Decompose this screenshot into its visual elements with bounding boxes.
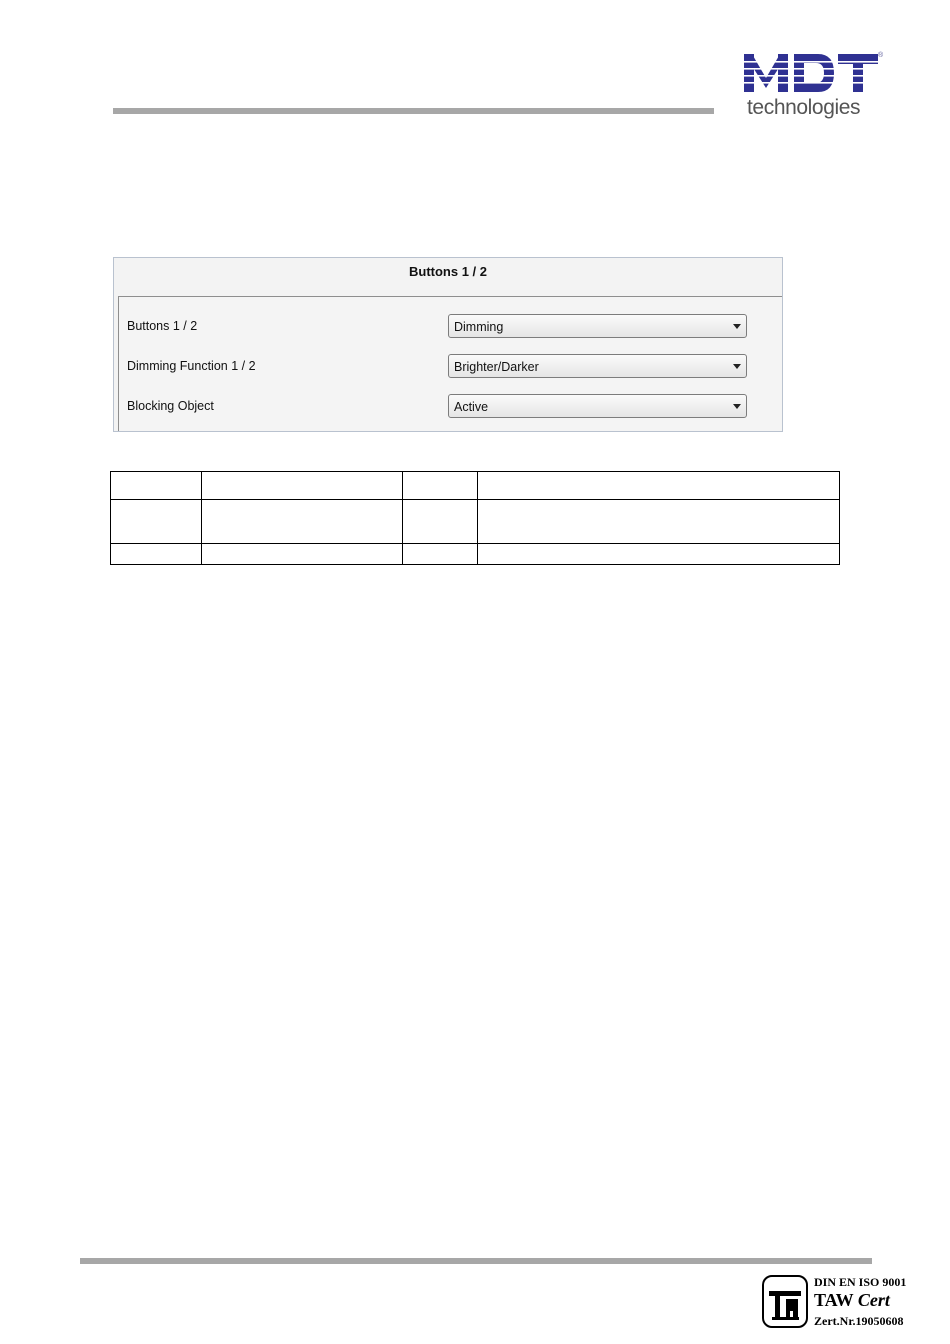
dimming-function-value: Brighter/Darker	[454, 360, 539, 374]
blocking-object-value: Active	[454, 400, 489, 414]
certification-badge	[762, 1275, 942, 1330]
param-row-blocking-object	[119, 394, 782, 418]
param-label-dimming-function: Dimming Function 1 / 2	[127, 359, 256, 373]
table-row	[111, 544, 840, 565]
iso-standard: DIN EN ISO 9001	[814, 1275, 907, 1289]
param-row-dimming-function	[119, 354, 782, 378]
table-cell	[478, 500, 840, 544]
cert-org-suffix: Cert	[857, 1290, 890, 1310]
table-cell	[202, 544, 403, 565]
table-cell	[202, 472, 403, 500]
table-cell	[202, 500, 403, 544]
table-row	[111, 500, 840, 544]
cert-number: Zert.Nr.19050608	[814, 1314, 904, 1328]
mdt-logo-mark	[744, 52, 878, 94]
param-label-blocking-object: Blocking Object	[127, 399, 214, 413]
table-cell	[111, 500, 202, 544]
dimming-function-select[interactable]	[448, 354, 747, 378]
object-table	[110, 471, 840, 565]
table-cell	[403, 500, 478, 544]
table-cell	[478, 472, 840, 500]
param-row-buttons	[119, 314, 782, 338]
table-cell	[111, 472, 202, 500]
mdt-logo	[744, 52, 884, 122]
param-label-buttons: Buttons 1 / 2	[127, 319, 198, 333]
dialog-title: Buttons 1 / 2	[408, 264, 487, 279]
footer-rule	[80, 1258, 872, 1264]
buttons-mode-value: Dimming	[454, 320, 504, 334]
buttons-mode-select[interactable]	[448, 314, 747, 338]
cert-org	[814, 1290, 890, 1311]
table-cell	[403, 472, 478, 500]
chevron-down-icon[interactable]	[733, 404, 741, 409]
chevron-down-icon[interactable]	[733, 364, 741, 369]
table-cell	[478, 544, 840, 565]
logo-subtitle: technologies	[747, 96, 861, 119]
registered-mark: ®	[878, 52, 884, 59]
dialog-panel	[118, 296, 782, 431]
chevron-down-icon[interactable]	[733, 324, 741, 329]
blocking-object-select[interactable]	[448, 394, 747, 418]
taw-seal-icon	[762, 1275, 808, 1328]
parameter-dialog	[113, 257, 783, 432]
table-cell	[111, 544, 202, 565]
header-rule	[113, 108, 714, 114]
table-cell	[403, 544, 478, 565]
cert-org-name: TAW	[814, 1290, 854, 1310]
table-row	[111, 472, 840, 500]
taw-seal-mark	[764, 1277, 806, 1326]
